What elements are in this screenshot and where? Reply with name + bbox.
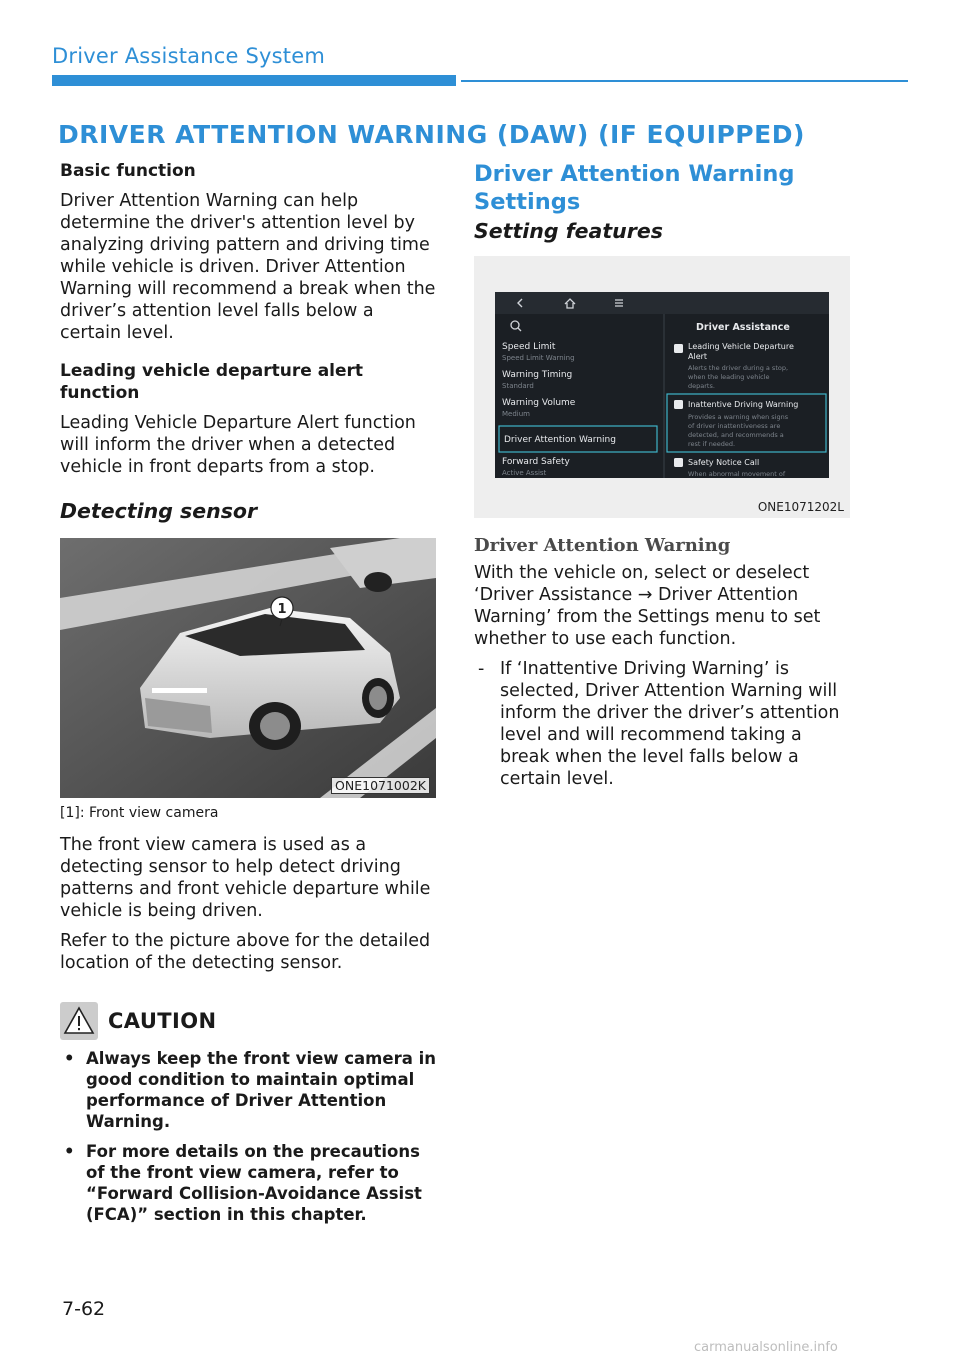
basic-function-text: Driver Attention Warning can help determine the driver's attention level by analyzing driving pattern and driving time while vehicle is driven. Driver Attention Warning will recommend a break when the driver’s attention level falls below a certain level. xyxy=(60,191,436,343)
option-desc: detected, and recommends a xyxy=(688,431,784,439)
watermark: carmanualsonline.info xyxy=(694,1340,838,1355)
right-column xyxy=(474,160,854,790)
car-sensor-figure xyxy=(60,538,436,798)
caution-header xyxy=(60,1002,438,1040)
checkbox-icon xyxy=(674,458,683,467)
car-illustration xyxy=(60,538,436,798)
menu-speed-limit: Speed Limit xyxy=(502,342,556,352)
option-desc: When abnormal movement of xyxy=(688,470,786,478)
figure-code: ONE1071202L xyxy=(757,500,844,514)
option-desc: Alerts the driver during a stop, xyxy=(688,364,789,372)
sensor-text-2: Refer to the picture above for the detailed location of the detecting sensor. xyxy=(60,931,431,973)
option-desc: of driver inattentiveness are xyxy=(688,422,781,430)
caution-list xyxy=(60,1048,438,1225)
option-desc: departs. xyxy=(688,382,715,390)
option-desc: Provides a warning when signs xyxy=(688,413,789,421)
menu-driver-attention-warning: Driver Attention Warning xyxy=(504,435,616,445)
leading-vehicle-text: Leading Vehicle Departure Alert function will inform the driver when a detected vehicle in front departs from a stop. xyxy=(60,413,416,477)
menu-forward-safety: Forward Safety xyxy=(502,457,570,467)
daw-dash-list xyxy=(474,658,854,790)
menu-speed-limit-sub: Speed Limit Warning xyxy=(502,354,575,362)
leading-vehicle-heading: Leading vehicle departure alert function xyxy=(60,361,364,403)
menu-forward-safety-sub: Active Assist xyxy=(502,469,547,477)
menu-warning-timing-sub: Standard xyxy=(502,382,534,390)
option-title: Alert xyxy=(688,352,708,361)
warning-triangle-icon xyxy=(60,1002,98,1040)
camera-callout: 1 xyxy=(277,602,287,617)
header-rule-thin xyxy=(461,80,908,82)
page-header-title: Driver Assistance System xyxy=(52,44,325,68)
option-title: Safety Notice Call xyxy=(688,458,760,467)
option-title: Leading Vehicle Departure xyxy=(688,342,794,351)
daw-heading: Driver Attention Warning xyxy=(474,535,731,556)
basic-function-heading: Basic function xyxy=(60,161,196,181)
setting-features-heading: Setting features xyxy=(474,219,663,243)
caution-item: • For more details on the precautions of the front view camera, refer to “Forward Collision-Avoidance Assist (FCA)” section in this chapter. xyxy=(60,1141,438,1225)
menu-warning-volume-sub: Medium xyxy=(502,410,530,418)
sensor-text-1: The front view camera is used as a detecting sensor to help detect driving patterns and front vehicle departure while vehicle is being driven. xyxy=(60,835,431,921)
section-title: DRIVER ATTENTION WARNING (DAW) (IF EQUIPPED) xyxy=(58,120,805,149)
option-title: Inattentive Driving Warning xyxy=(688,400,799,409)
daw-dash-item: - If ‘Inattentive Driving Warning’ is selected, Driver Attention Warning will inform the driver the driver’s attention level and will recommend taking a break when the level falls below a certain level. xyxy=(474,658,854,790)
daw-text: With the vehicle on, select or deselect ‘Driver Assistance → Driver Attention Warning’ from the Settings menu to set whether to use each function. xyxy=(474,563,821,649)
figure-code: ONE1071002K xyxy=(331,777,430,794)
left-column xyxy=(60,160,438,1234)
caution-item: • Always keep the front view camera in good condition to maintain optimal performance of Driver Attention Warning. xyxy=(60,1048,438,1132)
checkbox-icon xyxy=(674,400,683,409)
settings-screen xyxy=(474,256,850,518)
checkbox-icon xyxy=(674,344,683,353)
settings-heading: Driver Attention Warning Settings xyxy=(474,161,795,215)
menu-warning-timing: Warning Timing xyxy=(502,370,573,380)
detecting-sensor-heading: Detecting sensor xyxy=(60,499,258,523)
option-desc: rest if needed. xyxy=(688,440,736,448)
option-desc: when the leading vehicle xyxy=(688,373,770,381)
settings-screen-figure xyxy=(474,256,850,518)
menu-warning-volume: Warning Volume xyxy=(502,398,576,408)
page-number: 7-62 xyxy=(62,1298,106,1320)
header-rule-thick xyxy=(52,75,456,86)
caution-label: CAUTION xyxy=(108,1009,217,1033)
panel-title: Driver Assistance xyxy=(696,322,790,333)
figure-caption: [1]: Front view camera xyxy=(60,805,219,821)
